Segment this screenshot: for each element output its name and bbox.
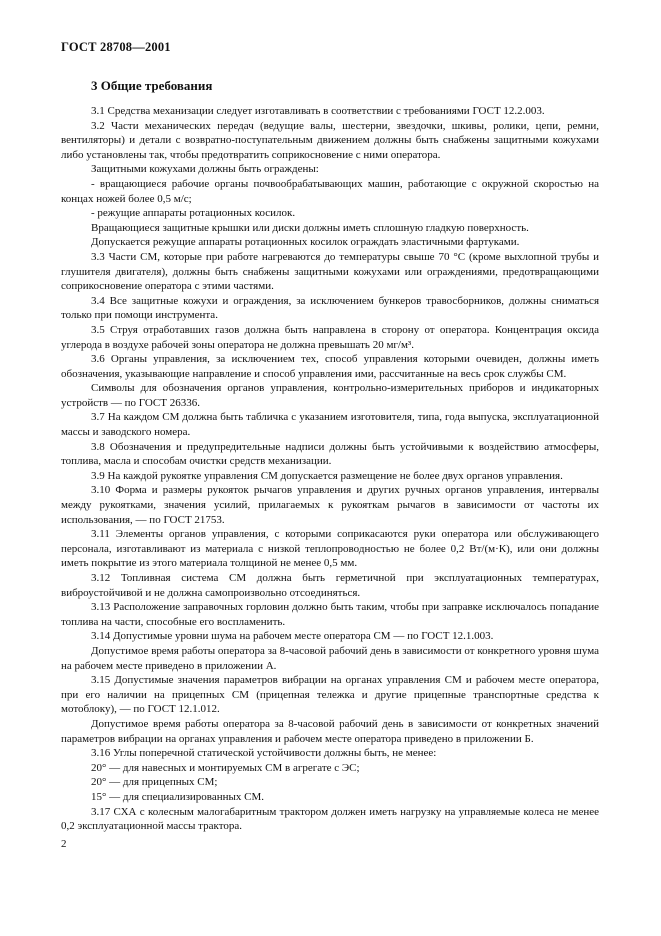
- list-item: - вращающиеся рабочие органы почвообрабатывающих машин, работающие с окружной скоростью на концах ножей более 0,5 м/с;: [61, 177, 599, 205]
- paragraph: 3.4 Все защитные кожухи и ограждения, за исключением бункеров травосборников, должны сниматься только при помощи инструмента.: [61, 294, 599, 322]
- document-header: ГОСТ 28708—2001: [61, 40, 171, 54]
- document-body: [61, 104, 599, 834]
- paragraph: 3.9 На каждой рукоятке управления СМ допускается размещение не более двух органов управления.: [91, 469, 563, 482]
- list-item: 20° — для навесных и монтируемых СМ в агрегате с ЭС;: [91, 761, 360, 774]
- paragraph: 3.7 На каждом СМ должна быть табличка с указанием изготовителя, типа, года выпуска, эксплуатационной массы и заводского номера.: [61, 411, 599, 439]
- section-title: 3 Общие требования: [91, 78, 213, 93]
- paragraph: Допускается режущие аппараты ротационных косилок ограждать эластичными фартуками.: [91, 236, 520, 249]
- page-number: 2: [61, 838, 67, 850]
- paragraph: 3.5 Струя отработавших газов должна быть направлена в сторону от оператора. Концентрация оксида углерода в воздухе рабочей зоны оператора не должна превышать 20 мг/м³.: [61, 323, 599, 351]
- paragraph: Символы для обозначения органов управления, контрольно-измерительных приборов и индикаторных устройств — по ГОСТ 26336.: [61, 382, 599, 409]
- paragraph: 3.3 Части СМ, которые при работе нагреваются до температуры свыше 70 °С (кроме выхлопной трубы и глушителя двигателя), должны быть снабжены защитными кожухами или ограждениями, предотвращающими соприкосновение оператора с этими частями.: [61, 250, 599, 293]
- paragraph: 3.16 Углы поперечной статической устойчивости должны быть, не менее:: [91, 747, 437, 760]
- paragraph: 3.12 Топливная система СМ должна быть герметичной при эксплуатационных температурах, виброустойчивой и не должна самопроизвольно отсоединяться.: [61, 572, 599, 599]
- paragraph: 3.10 Форма и размеры рукояток рычагов управления и других ручных органов управления, интервалы между рукоятками, значения усилий, прилагаемых к рукояткам рычагов в зависимости от частоты их использования, — по ГОСТ 21753.: [61, 484, 599, 526]
- list-item: - режущие аппараты ротационных косилок.: [91, 207, 296, 220]
- paragraph: 3.11 Элементы органов управления, с которыми соприкасаются руки оператора или обслуживающего персонала, изготавливают из материала с низкой теплопроводностью не более 0,2 Вт/(м·К), или они должны иметь покрытие из этого материала толщиной не менее 0,5 мм.: [61, 528, 599, 570]
- paragraph: 3.14 Допустимые уровни шума на рабочем месте оператора СМ — по ГОСТ 12.1.003.: [91, 630, 494, 643]
- paragraph: Допустимое время работы оператора за 8-часовой рабочий день в зависимости от конкретных значений параметров вибрации на органах управления и рабочем месте оператора приведено в приложении Б.: [61, 717, 599, 745]
- paragraph: Вращающиеся защитные крышки или диски должны иметь сплошную гладкую поверхность.: [91, 221, 529, 234]
- list-item: 15° — для специализированных СМ.: [91, 790, 265, 803]
- paragraph: Защитными кожухами должны быть ограждены:: [91, 163, 319, 176]
- paragraph: 3.15 Допустимые значения параметров вибрации на органах управления СМ и рабочем месте оператора, при его наличии на прицепных СМ (прицепная тележка и другие прицепные транспортные средства к мотоблоку), — по ГОСТ 12.1.012.: [61, 674, 599, 716]
- paragraph: 3.13 Расположение заправочных горловин должно быть таким, чтобы при заправке исключалось попадание топлива на части, способные его воспламенить.: [61, 601, 599, 628]
- paragraph: 3.8 Обозначения и предупредительные надписи должны быть устойчивыми к воздействию атмосферы, топлива, масла и способам очистки средств механизации.: [61, 440, 599, 468]
- list-item: 20° — для прицепных СМ;: [91, 776, 218, 789]
- paragraph: 3.6 Органы управления, за исключением тех, способ управления которыми очевиден, должны иметь обозначения, указывающие направление и способ управления ими, рассчитанные на весь срок службы СМ.: [61, 353, 599, 380]
- paragraph: 3.1 Средства механизации следует изготавливать в соответствии с требованиями ГОСТ 12.2.003.: [91, 105, 545, 117]
- paragraph: Допустимое время работы оператора за 8-часовой рабочий день в зависимости от конкретного уровня шума на рабочем месте приведено в приложении А.: [61, 644, 599, 672]
- paragraph: 3.2 Части механических передач (ведущие валы, шестерни, звездочки, шкивы, ролики, цепи, ремни, вентиляторы) и детали с возвратно-поступательным движением должны быть снабжены защитными кожухами либо установлены так, чтобы предотвратить соприкосновение с ними оператора.: [61, 119, 599, 161]
- paragraph: 3.17 СХА с колесным малогабаритным трактором должен иметь нагрузку на управляемые колеса не менее 0,2 эксплуатационной массы трактора.: [61, 805, 599, 833]
